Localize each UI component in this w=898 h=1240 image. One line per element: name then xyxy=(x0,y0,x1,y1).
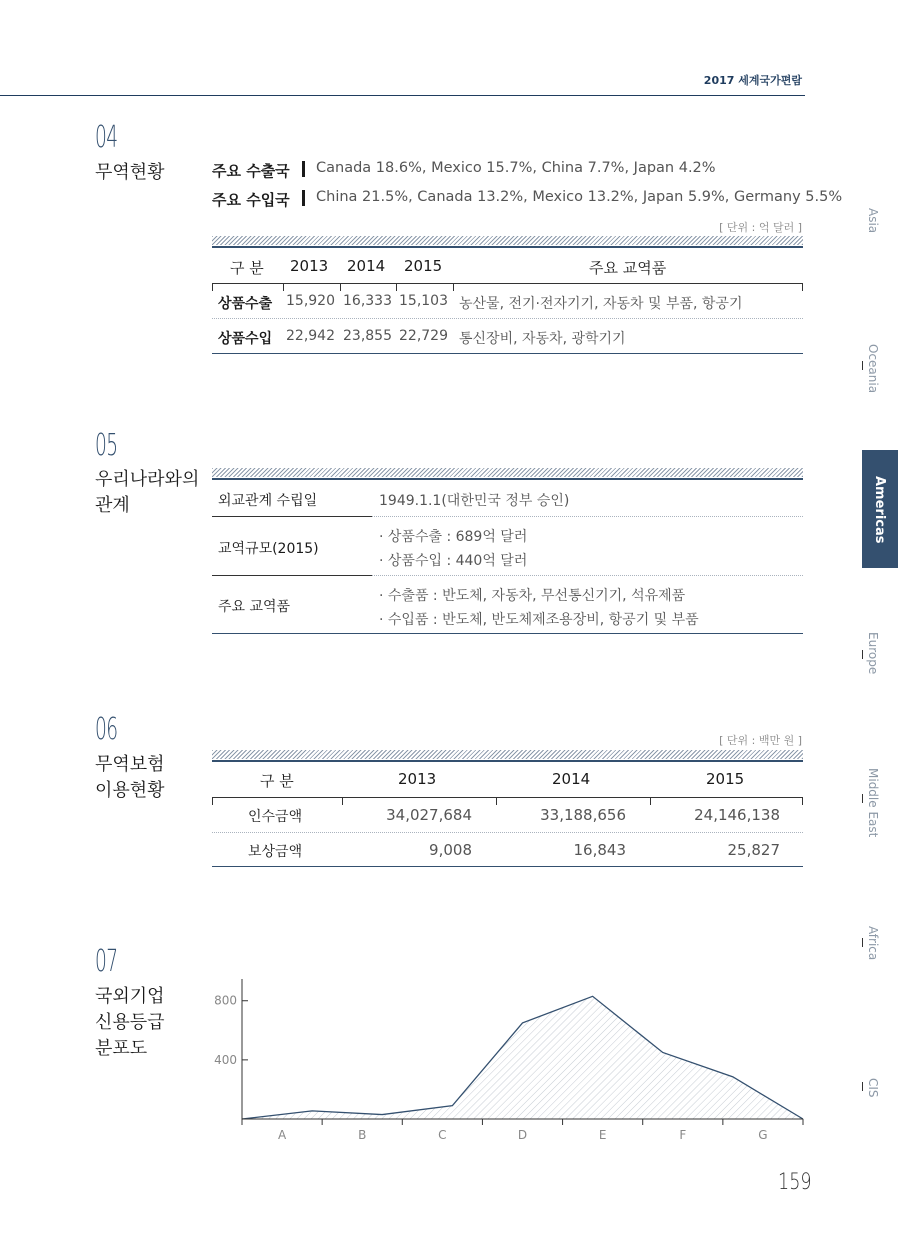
section-04-number: 04 xyxy=(95,120,118,155)
export-partners-value: Canada 18.6%, Mexico 15.7%, China 7.7%, Japan 4.2% xyxy=(316,160,716,176)
cell-value: 22,729 xyxy=(399,328,448,344)
cell-value: 25,827 xyxy=(727,841,780,859)
label-divider xyxy=(212,575,372,576)
cell-value: · 수출품 : 반도체, 자동차, 무선통신기기, 석유제품 xyxy=(379,588,686,604)
column-tick xyxy=(650,797,651,805)
column-tick xyxy=(342,797,343,805)
section-05-number: 05 xyxy=(95,428,118,463)
label-divider xyxy=(212,516,372,517)
table-bottom-rule xyxy=(212,353,803,354)
side-tab-marker xyxy=(862,1082,863,1091)
section-04-title: 무역현황 xyxy=(95,162,165,183)
side-tab-europe[interactable] xyxy=(862,632,898,675)
side-tab-africa-label: Africa xyxy=(866,926,880,961)
table-top-rule xyxy=(212,760,803,762)
page-number: 159 xyxy=(778,1170,812,1195)
cell-value: · 수입품 : 반도체, 반도체제조용장비, 항공기 및 부품 xyxy=(379,612,699,628)
side-tab-oceania[interactable] xyxy=(862,344,898,394)
table-hatch-bar xyxy=(212,750,803,759)
unit-note: [ 단위 : 억 달러 ] xyxy=(719,221,802,234)
header-rule xyxy=(212,797,803,798)
side-tab-americas-label: Americas xyxy=(872,476,887,544)
section-05-title-line2: 관계 xyxy=(95,495,130,516)
cell-value: 22,942 xyxy=(286,328,335,344)
chart-x-tick-label: C xyxy=(438,1128,447,1142)
cell-value: 16,333 xyxy=(343,293,392,309)
cell-value: 33,188,656 xyxy=(540,806,626,824)
cell-value: 15,103 xyxy=(399,293,448,309)
chart-y-tick-label: 400 xyxy=(214,1052,237,1067)
column-tick xyxy=(212,283,213,291)
column-tick xyxy=(802,797,803,805)
column-header: 2015 xyxy=(404,257,443,275)
side-tab-europe-label: Europe xyxy=(866,632,880,675)
side-tab-cis-label: CIS xyxy=(866,1078,880,1098)
import-partners-label: 주요 수입국 xyxy=(212,191,290,209)
section-07-title-line1: 국외기업 xyxy=(95,986,165,1007)
column-header: 주요 교역품 xyxy=(589,259,667,277)
section-07-number: 07 xyxy=(95,944,118,979)
section-05-title-line1: 우리나라와의 xyxy=(95,469,200,490)
import-partners-value: China 21.5%, Canada 13.2%, Mexico 13.2%, Japan 5.9%, Germany 5.5% xyxy=(316,189,843,205)
chart-x-tick-label: E xyxy=(598,1128,607,1142)
cell-value: 24,146,138 xyxy=(694,806,780,824)
column-header: 2013 xyxy=(290,257,329,275)
row-divider xyxy=(212,832,803,833)
cell-value: · 상품수입 : 440억 달러 xyxy=(379,553,528,569)
cell-value: 23,855 xyxy=(343,328,392,344)
side-tab-middle-east-label: Middle East xyxy=(866,768,880,838)
row-label: 교역규모(2015) xyxy=(218,541,319,557)
row-divider xyxy=(212,318,803,319)
chart-x-tick-label: A xyxy=(277,1128,287,1142)
section-06-title-line1: 무역보험 xyxy=(95,754,165,775)
table-bottom-rule xyxy=(212,633,803,634)
cell-items: 통신장비, 자동차, 광학기기 xyxy=(459,331,626,347)
row-label: 보상금액 xyxy=(248,844,303,860)
label-divider xyxy=(302,161,305,177)
row-label: 인수금액 xyxy=(248,809,303,825)
column-tick xyxy=(453,283,454,291)
section-07-title-line3: 분포도 xyxy=(95,1038,148,1059)
row-label: 주요 교역품 xyxy=(218,599,291,615)
column-tick xyxy=(396,283,397,291)
export-partners-label: 주요 수출국 xyxy=(212,162,290,180)
row-label: 상품수입 xyxy=(218,331,273,347)
chart-area-fill xyxy=(242,996,803,1119)
column-header: 2015 xyxy=(706,770,745,788)
side-tab-marker xyxy=(862,938,863,947)
row-label: 상품수출 xyxy=(218,296,273,312)
cell-value: 15,920 xyxy=(286,293,335,309)
column-header: 구 분 xyxy=(230,259,264,277)
side-tab-cis[interactable] xyxy=(862,1078,898,1118)
side-tab-oceania-label: Oceania xyxy=(866,344,880,394)
side-tab-africa[interactable] xyxy=(862,926,898,966)
running-header: 2017 세계국가편람 xyxy=(703,74,802,87)
cell-value: 9,008 xyxy=(429,841,472,859)
chart-x-tick-label: G xyxy=(758,1128,768,1142)
table-bottom-rule xyxy=(212,866,803,867)
side-tab-marker xyxy=(862,794,863,803)
row-divider xyxy=(372,575,803,576)
column-header: 2014 xyxy=(347,257,386,275)
section-06-title-line2: 이용현황 xyxy=(95,780,165,801)
table-top-rule xyxy=(212,246,803,248)
section-07-title-line2: 신용등급 xyxy=(95,1012,165,1033)
label-divider xyxy=(302,190,305,206)
side-tab-asia-label: Asia xyxy=(866,208,880,234)
side-tab-marker xyxy=(862,650,863,659)
chart-x-tick-label: D xyxy=(517,1128,528,1142)
column-tick xyxy=(802,283,803,291)
cell-value: 16,843 xyxy=(573,841,626,859)
chart-x-tick-label: B xyxy=(358,1128,367,1142)
table-top-rule xyxy=(212,478,803,480)
cell-value: 34,027,684 xyxy=(386,806,472,824)
side-tab-marker xyxy=(862,361,863,370)
header-rule xyxy=(0,95,805,96)
chart-x-tick-label: F xyxy=(679,1128,687,1142)
credit-rating-chart xyxy=(200,975,815,1150)
side-tab-asia[interactable] xyxy=(862,208,898,248)
cell-value: · 상품수출 : 689억 달러 xyxy=(379,529,528,545)
table-hatch-bar xyxy=(212,236,803,245)
unit-note: [ 단위 : 백만 원 ] xyxy=(719,734,802,747)
cell-items: 농산물, 전기·전자기기, 자동차 및 부품, 항공기 xyxy=(459,296,743,312)
column-tick xyxy=(496,797,497,805)
row-divider xyxy=(372,516,803,517)
side-tab-americas[interactable] xyxy=(862,450,898,568)
table-hatch-bar xyxy=(212,468,803,477)
section-06-number: 06 xyxy=(95,712,118,747)
side-tab-middle-east[interactable] xyxy=(862,768,898,838)
header-rule xyxy=(212,283,803,284)
column-header: 2014 xyxy=(552,770,591,788)
column-tick xyxy=(212,797,213,805)
cell-value: 1949.1.1(대한민국 정부 승인) xyxy=(379,493,570,509)
row-label: 외교관계 수립일 xyxy=(218,493,318,509)
column-header: 2013 xyxy=(398,770,437,788)
column-tick xyxy=(283,283,284,291)
column-tick xyxy=(340,283,341,291)
column-header: 구 분 xyxy=(260,772,294,790)
chart-y-tick-label: 800 xyxy=(214,993,237,1008)
